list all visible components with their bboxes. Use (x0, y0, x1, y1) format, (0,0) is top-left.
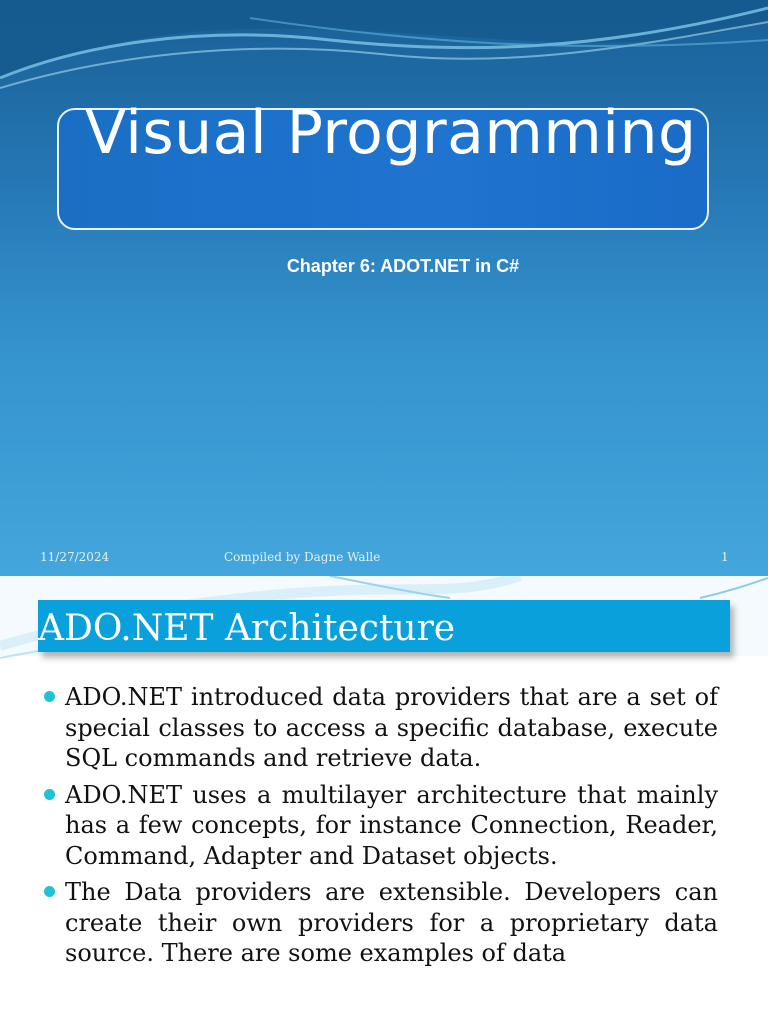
bullet-icon (44, 691, 55, 702)
wave-decoration (0, 0, 768, 100)
slide-title: Visual Programming (85, 98, 697, 168)
bullet-text: The Data providers are extensible. Developers can create their own providers for a proprietary data source. There are some examples of data (65, 878, 718, 967)
bullet-list (42, 682, 718, 975)
bullet-text: ADO.NET introduced data providers that are a set of special classes to access a specific database, execute SQL commands and retrieve data. (65, 683, 718, 772)
list-item (42, 682, 718, 774)
bullet-icon (44, 886, 55, 897)
bullet-text: ADO.NET uses a multilayer architecture that mainly has a few concepts, for instance Connection, Reader, Command, Adapter and Dataset objects. (65, 780, 718, 870)
slide-subtitle: Chapter 6: ADOT.NET in C# (286, 256, 520, 276)
list-item (42, 780, 718, 872)
slide-2 (0, 576, 768, 1024)
list-item (42, 877, 718, 969)
footer-date: 11/27/2024 (40, 550, 110, 564)
bullet-icon (44, 789, 55, 800)
footer-page-number: 1 (721, 550, 729, 564)
slide-heading: ADO.NET Architecture (38, 608, 456, 649)
footer-author: Compiled by Dagne Walle (224, 550, 381, 564)
